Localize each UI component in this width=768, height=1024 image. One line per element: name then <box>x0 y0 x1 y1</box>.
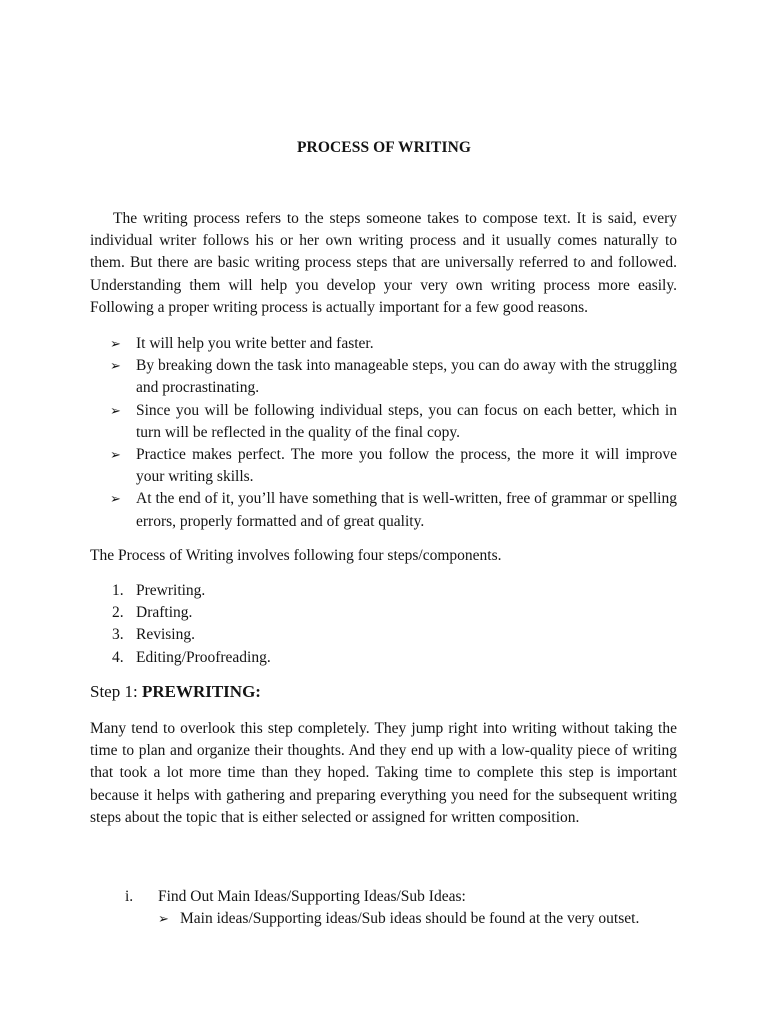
arrow-bullet-icon: ➢ <box>158 911 169 926</box>
subsection-label: Find Out Main Ideas/Supporting Ideas/Sub Ideas: <box>158 888 466 905</box>
list-item: ➢ Since you will be following individual steps, you can focus on each better, which in turn will be reflected in the quality of the final copy. <box>110 401 677 441</box>
steps-list <box>90 580 271 669</box>
reasons-list <box>90 333 677 533</box>
document-page: PROCESS OF WRITING The writing process refers to the steps someone takes to compose text. It is said, every individual writer follows his or her own writing process and it usually comes naturally to them. But there are basic writing process steps that are universally referred to and followed. Understanding them will help you develop your very own writing process more easily. Following a proper writing process is actually important for a few good reasons. ➢ It will help you write better and faster. ➢ By breaking down the task into manageable steps, you can do away with the struggling and procrastinating. ➢ Since you will be following individual steps, you can focus on each better, which in turn will be reflected in the quality of the final copy. ➢ Practice makes perfect. The more you follow the process, the more it will improve your writing skills. ➢ At the end of it, you’ll have something that is well-written, free of grammar or spelling errors, properly formatted and of great quality. The Process of Writing involves following four steps/components. 1. Prewriting. 2. Drafting. 3. Revising. 4. Editing/Proofreading. Step 1: PREWRITING: Many tend to overlook this step completely. They jump right into writing without taking the time to plan and organize their thoughts. And they end up with a low-quality piece of writing that took a lot more time than they hoped. Taking time to complete this step is important because it helps with gathering and preparing everything you need for the subsequent writing steps about the topic that is either selected or assigned for written composition. i. Find Out Main Ideas/Supporting Ideas/Sub Ideas: ➢ Main ideas/Supporting ideas/Sub ideas should be found at the very outset. <box>0 0 768 1024</box>
list-item: 2. Drafting. <box>112 604 193 622</box>
list-item: ➢ It will help you write better and faster. <box>90 333 677 355</box>
roman-numeral: i. <box>125 888 134 905</box>
list-item: 3. Revising. <box>112 626 195 644</box>
step1-paragraph: Many tend to overlook this step completely. They jump right into writing without taking the time to plan and organize their thoughts. And they end up with a low-quality piece of writing that took a lot more time than they hoped. Taking time to complete this step is important because it helps with gathering and preparing everything you need for the subsequent writing steps about the topic that is either selected or assigned for written composition. <box>90 720 677 826</box>
list-item: 1. Prewriting. <box>112 582 206 599</box>
list-item: ➢ At the end of it, you’ll have something that is well-written, free of grammar or spelling errors, properly formatted and of great quality. <box>110 490 677 530</box>
list-item: 4. Editing/Proofreading. <box>112 648 271 666</box>
arrow-bullet-icon: ➢ <box>110 358 121 374</box>
step1-heading: Step 1: PREWRITING: <box>90 682 261 701</box>
intro-paragraph: The writing process refers to the steps someone takes to compose text. It is said, every individual writer follows his or her own writing process and it usually comes naturally to them. But there are basic writing process steps that are universally referred to and followed. Understanding them will help you develop your very own writing process more easily. Following a proper writing process is actually important for a few good reasons. <box>90 210 677 316</box>
page-title: PROCESS OF WRITING <box>296 139 472 156</box>
arrow-bullet-icon: ➢ <box>110 447 121 463</box>
list-item: ➢ Practice makes perfect. The more you follow the process, the more it will improve your writing skills. <box>110 446 677 486</box>
arrow-bullet-icon: ➢ <box>110 336 121 351</box>
arrow-bullet-icon: ➢ <box>110 402 121 418</box>
steps-intro: The Process of Writing involves following four steps/components. <box>90 547 502 564</box>
list-item: ➢ By breaking down the task into manageable steps, you can do away with the struggling and procrastinating. <box>110 357 677 397</box>
arrow-bullet-icon: ➢ <box>110 491 121 507</box>
